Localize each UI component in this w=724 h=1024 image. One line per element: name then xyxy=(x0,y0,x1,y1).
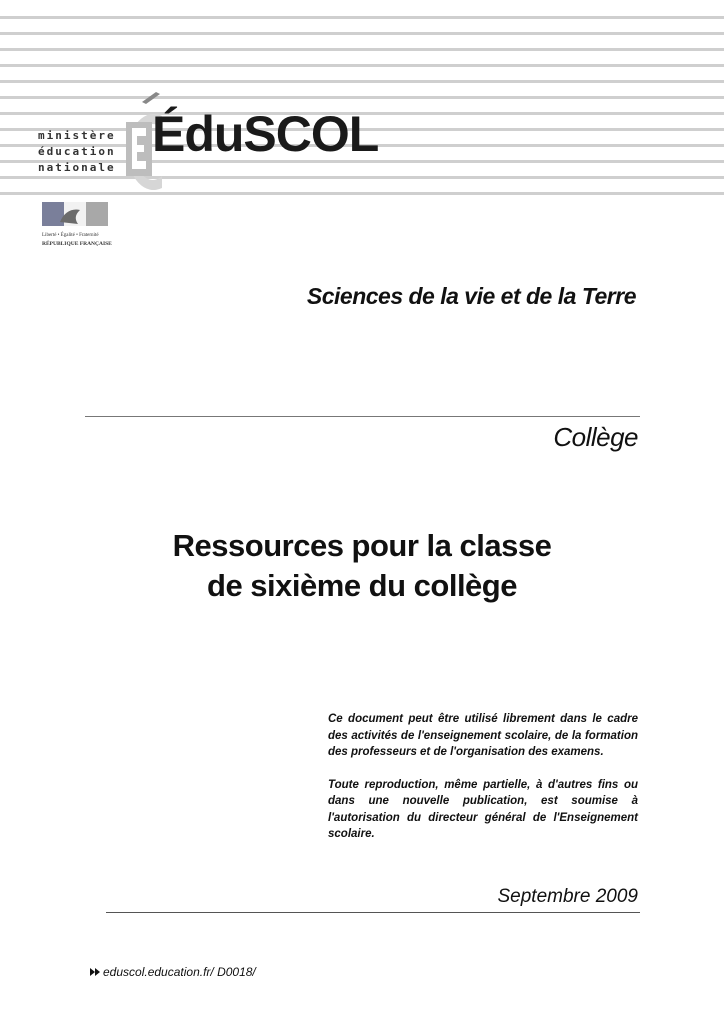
footer-url-link[interactable]: eduscol.education.fr/ D0018/ xyxy=(103,965,256,979)
footer-link-row[interactable] xyxy=(90,965,256,979)
ministry-line: ministère xyxy=(38,129,116,142)
publication-date: Septembre 2009 xyxy=(497,886,638,907)
republic-motto: Liberté • Égalité • Fraternité xyxy=(42,233,99,238)
notice-paragraph: Toute reproduction, même partielle, à d'autres fins ou dans une nouvelle publication, est soumise à l'autorisation du directeur général de l'Enseignement scolaire. xyxy=(328,778,638,840)
subject-title: Sciences de la vie et de la Terre xyxy=(306,283,636,309)
notice-paragraph: Ce document peut être utilisé librement dans le cadre des activités de l'enseignement scolaire, de la formation des professeurs et de l'organisation des examens. xyxy=(328,713,638,758)
school-level: Collège xyxy=(553,422,638,452)
ministry-line: nationale xyxy=(38,161,116,174)
page-title xyxy=(100,526,624,606)
marianne-flag-icon xyxy=(42,202,108,226)
double-arrow-right-icon xyxy=(90,967,100,977)
republique-francaise-logo xyxy=(42,202,112,247)
republic-name: RÉPUBLIQUE FRANÇAISE xyxy=(42,241,112,247)
divider xyxy=(106,912,640,913)
ministry-logo-text xyxy=(38,128,118,176)
ministry-line: éducation xyxy=(38,145,116,158)
usage-notice xyxy=(328,711,638,859)
title-line: Ressources pour la classe xyxy=(172,528,552,563)
title-line: de sixième du collège xyxy=(207,568,517,603)
eduscol-brand: ÉduSCOL xyxy=(152,106,379,162)
divider xyxy=(85,416,640,417)
